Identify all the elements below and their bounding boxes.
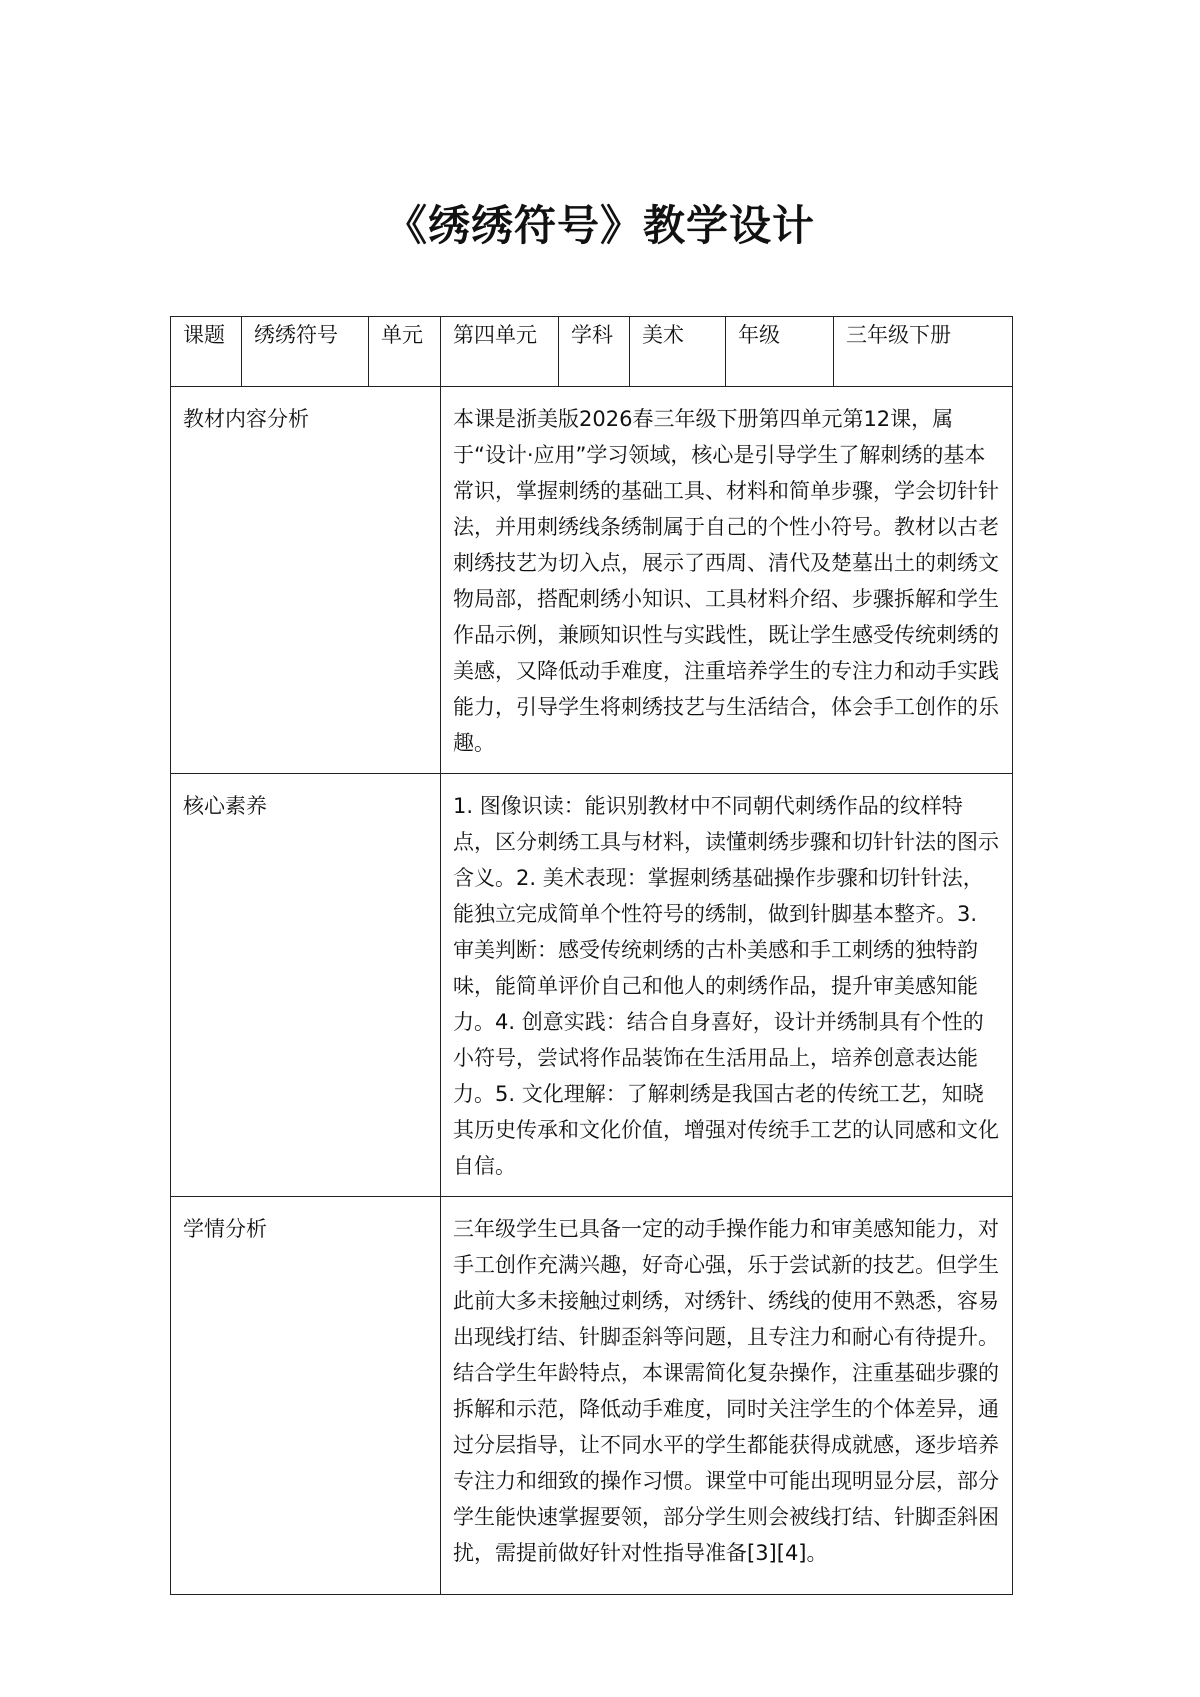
lesson-plan-table: [170, 316, 1013, 1595]
material-analysis-label: 教材内容分析: [171, 387, 441, 774]
document-title: 《绣绣符号》教学设计: [384, 201, 815, 250]
core-literacy-content: 1. 图像识读：能识别教材中不同朝代刺绣作品的纹样特点，区分刺绣工具与材料，读懂刺绣步骤和切针针法的图示含义。2. 美术表现：掌握刺绣基础操作步骤和切针针法，能独立完成简单个性符号的绣制，做到针脚基本整齐。3. 审美判断：感受传统刺绣的古朴美感和手工刺绣的独特韵味，能简单评价自己和他人的刺绣作品，提升审美感知能力。4. 创意实践：结合自身喜好，设计并绣制具有个性的小符号，尝试将作品装饰在生活用品上，培养创意表达能力。5. 文化理解：了解刺绣是我国古老的传统工艺，知晓其历史传承和文化价值，增强对传统手工艺的认同感和文化自信。: [441, 774, 1013, 1197]
unit-value: 第四单元: [441, 317, 559, 387]
grade-label: 年级: [726, 317, 834, 387]
core-literacy-label: 核心素养: [171, 774, 441, 1197]
material-analysis-row: [171, 387, 1013, 774]
header-row: [171, 317, 1013, 387]
subject-value: 美术: [630, 317, 726, 387]
material-analysis-content: 本课是浙美版2026春三年级下册第四单元第12课，属于“设计·应用”学习领域，核心是引导学生了解刺绣的基本常识，掌握刺绣的基础工具、材料和简单步骤，学会切针针法，并用刺绣线条绣制属于自己的个性小符号。教材以古老刺绣技艺为切入点，展示了西周、清代及楚墓出土的刺绣文物局部，搭配刺绣小知识、工具材料介绍、步骤拆解和学生作品示例，兼顾知识性与实践性，既让学生感受传统刺绣的美感，又降低动手难度，注重培养学生的专注力和动手实践能力，引导学生将刺绣技艺与生活结合，体会手工创作的乐趣。: [441, 387, 1013, 774]
core-literacy-row: [171, 774, 1013, 1197]
topic-value: 绣绣符号: [242, 317, 369, 387]
grade-value: 三年级下册: [834, 317, 1013, 387]
student-analysis-label: 学情分析: [171, 1197, 441, 1595]
student-analysis-content: 三年级学生已具备一定的动手操作能力和审美感知能力，对手工创作充满兴趣，好奇心强，乐于尝试新的技艺。但学生此前大多未接触过刺绣，对绣针、绣线的使用不熟悉，容易出现线打结、针脚歪斜等问题，且专注力和耐心有待提升。结合学生年龄特点，本课需简化复杂操作，注重基础步骤的拆解和示范，降低动手难度，同时关注学生的个体差异，通过分层指导，让不同水平的学生都能获得成就感，逐步培养专注力和细致的操作习惯。课堂中可能出现明显分层，部分学生能快速掌握要领，部分学生则会被线打结、针脚歪斜困扰，需提前做好针对性指导准备[3][4]。: [441, 1197, 1013, 1595]
subject-label: 学科: [559, 317, 630, 387]
unit-label: 单元: [369, 317, 441, 387]
topic-label: 课题: [171, 317, 242, 387]
student-analysis-row: [171, 1197, 1013, 1595]
